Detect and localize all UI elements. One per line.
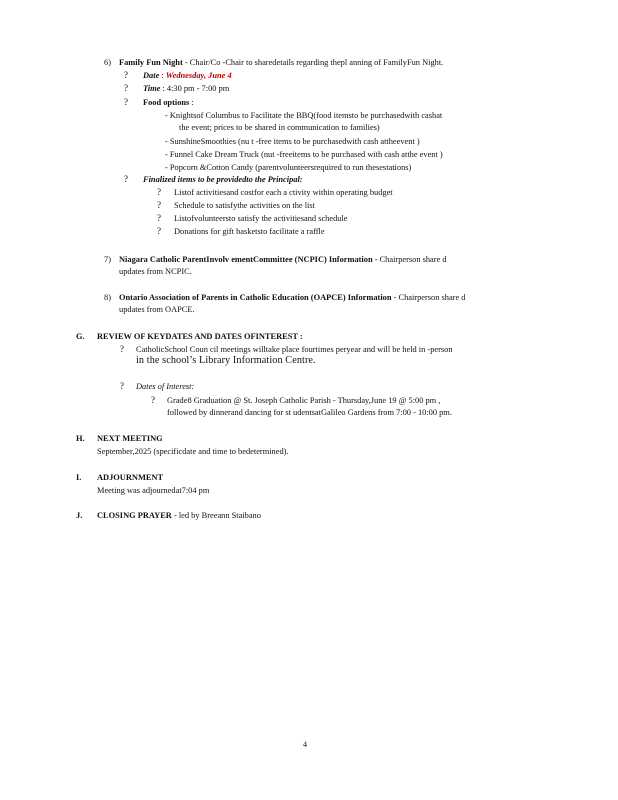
section-h-letter: H. xyxy=(76,434,85,443)
section-g-letter: G. xyxy=(76,332,85,341)
graduation-line1: Grade8 Graduation @ St. Joseph Catholic Parish - Thursday,June 19 @ 5:00 pm , xyxy=(167,396,441,405)
food-options-line xyxy=(143,98,194,108)
closing-prayer-line xyxy=(97,511,261,521)
bullet-icon: ? xyxy=(151,395,155,405)
bullet-icon: ? xyxy=(157,200,161,210)
food-item: - Knightsof Columbus to Facilitate the BBQ(food itemsto be purchasedwith cashat xyxy=(165,111,443,120)
item-6-line xyxy=(119,58,443,68)
food-item: - Popcorn &Cotton Candy (parentvolunteersrequired to run thesestations) xyxy=(165,163,412,172)
item-8-title: Ontario Association of Parents in Catholic Education (OAPCE) Information xyxy=(119,293,392,302)
time-line xyxy=(143,84,229,94)
next-meeting-line: September,2025 (specificdate and time to bedetermined). xyxy=(97,447,289,456)
finalized-item: Listof activitiesand costfor each a ctivity within operating budget xyxy=(174,188,393,197)
item-7-line2: updates from NCPIC. xyxy=(119,267,192,276)
bullet-icon: ? xyxy=(157,226,161,236)
date-label: Date xyxy=(143,71,160,80)
section-i-letter: I. xyxy=(76,473,82,482)
council-meetings-line2: in the school’s Library Information Centre. xyxy=(136,355,316,366)
dates-of-interest-label: Dates of Interest: xyxy=(136,382,195,391)
food-item: - Funnel Cake Dream Truck (nut -freeitems to be purchased with cash atthe event ) xyxy=(165,150,443,159)
council-meetings-line1: CatholicSchool Coun cil meetings willtake place fourtimes peryear and will be held in -person xyxy=(136,345,453,354)
item-8-line xyxy=(119,293,465,303)
date-colon: : xyxy=(161,71,164,80)
date-line xyxy=(143,71,232,81)
item-8-line2: updates from OAPCE. xyxy=(119,305,195,314)
bullet-icon: ? xyxy=(157,187,161,197)
finalized-item: Donations for gift basketsto facilitate a raffle xyxy=(174,227,325,236)
bullet-icon: ? xyxy=(124,83,128,93)
adjournment-line: Meeting was adjournedat7:04 pm xyxy=(97,486,210,495)
bullet-icon: ? xyxy=(157,213,161,223)
section-i-title: ADJOURNMENT xyxy=(97,473,164,482)
time-value: : 4:30 pm - 7:00 pm xyxy=(162,84,230,93)
food-options-label: Food options xyxy=(143,98,190,107)
item-6-number: 6) xyxy=(104,58,111,67)
item-6-desc: - Chair/Co -Chair to sharedetails regarding thepl anning of FamilyFun Night. xyxy=(184,58,444,67)
bullet-icon: ? xyxy=(124,70,128,80)
food-item: the event; prices to be shared in communication to families) xyxy=(179,123,380,132)
time-label: Time xyxy=(143,84,161,93)
item-6-title: Family Fun Night xyxy=(119,58,183,67)
bullet-icon: ? xyxy=(124,97,128,107)
finalized-item: Schedule to satisfythe activities on the list xyxy=(174,201,315,210)
section-h-title: NEXT MEETING xyxy=(97,434,163,443)
bullet-icon: ? xyxy=(124,174,128,184)
item-7-line xyxy=(119,255,447,265)
food-options-colon: : xyxy=(191,98,194,107)
item-7-number: 7) xyxy=(104,255,111,264)
finalized-items-label: Finalized items to be providedto the Principal: xyxy=(143,175,303,184)
section-g-title: REVIEW OF KEYDATES AND DATES OFINTEREST : xyxy=(97,332,303,341)
item-8-desc: - Chairperson share d xyxy=(393,293,466,302)
item-8-number: 8) xyxy=(104,293,111,302)
section-j-title: CLOSING PRAYER xyxy=(97,511,172,520)
finalized-item: Listofvolunteersto satisfy the activitiesand schedule xyxy=(174,214,348,223)
food-item: - SunshineSmoothies (nu t -free items to be purchasedwith cash attheevent ) xyxy=(165,137,420,146)
section-j-desc: - led by Breeann Staibano xyxy=(173,511,261,520)
graduation-line2: followed by dinnerand dancing for st udentsatGalileo Gardens from 7:00 - 10:00 pm. xyxy=(167,408,452,417)
bullet-icon: ? xyxy=(120,344,124,354)
date-value: Wednesday, June 4 xyxy=(165,71,232,80)
page-number: 4 xyxy=(303,740,307,749)
section-j-letter: J. xyxy=(76,511,83,520)
item-7-title: Niagara Catholic ParentInvolv ementCommittee (NCPIC) Information xyxy=(119,255,373,264)
item-7-desc: - Chairperson share d xyxy=(374,255,447,264)
bullet-icon: ? xyxy=(120,381,124,391)
